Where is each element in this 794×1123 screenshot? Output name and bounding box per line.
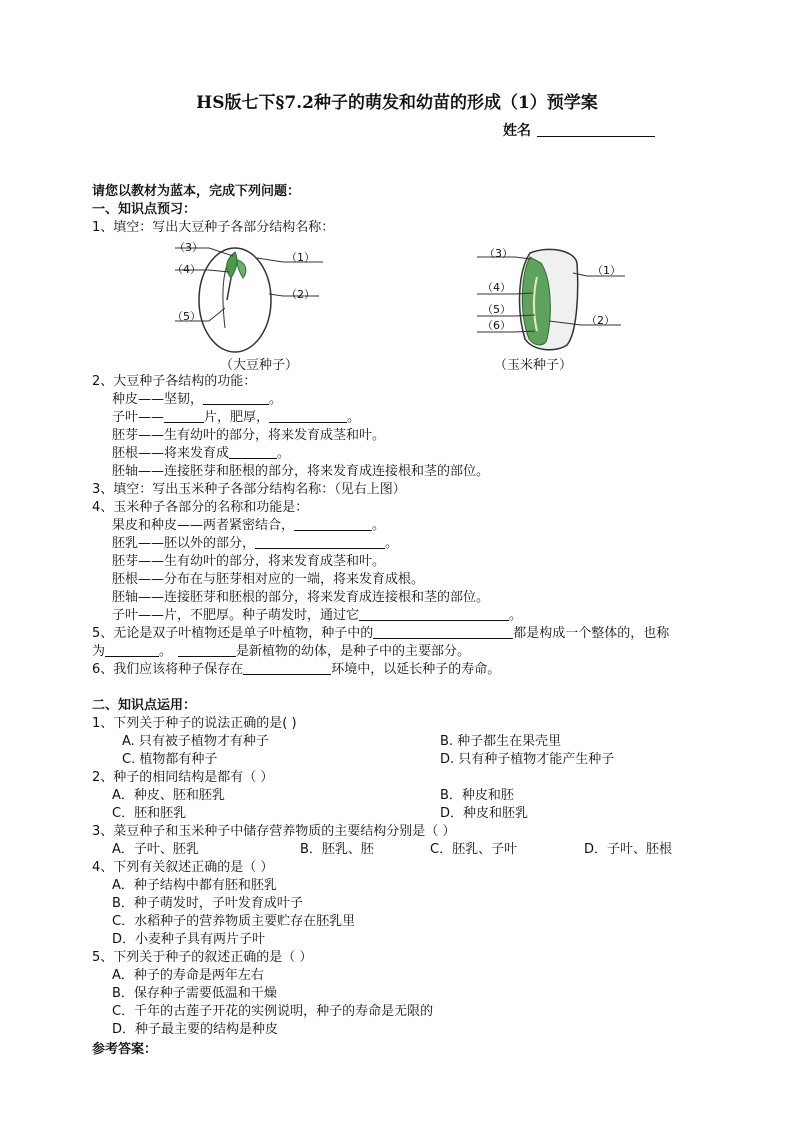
corn-label-2: （2） — [586, 314, 615, 327]
mc2-option-b[interactable]: B．种皮和胚 — [440, 788, 514, 803]
question-1: 1、填空：写出大豆种子各部分结构名称： — [92, 220, 335, 235]
question-2: 2、大豆种子各结构的功能： — [92, 374, 257, 389]
soy-label-3: （3） — [174, 241, 203, 254]
corn-caption: （玉米种子） — [494, 358, 573, 373]
q4-item-cotyledon: 子叶——片，不肥厚。种子萌发时，通过它 。 — [112, 608, 523, 623]
q2-item-hypocotyl: 胚轴——连接胚芽和胚根的部分，将来发育成连接根和茎的部位。 — [112, 464, 490, 479]
mc4-option-d[interactable]: D．小麦种子具有两片子叶 — [112, 932, 266, 947]
mc-question-2: 2、种子的相同结构是都有（ ） — [92, 770, 274, 785]
name-blank[interactable] — [537, 122, 655, 137]
question-6: 6、我们应该将种子保存在 环境中，以延长种子的寿命。 — [92, 662, 501, 677]
corn-label-3: （3） — [484, 247, 513, 260]
mc5-option-b[interactable]: B．保存种子需要低温和干燥 — [112, 986, 277, 1001]
mc5-option-d[interactable]: D．种子最主要的结构是种皮 — [112, 1022, 279, 1037]
mc1-option-a[interactable]: A. 只有被子植物才有种子 — [122, 734, 269, 749]
mc2-option-a[interactable]: A．种皮、胚和胚乳 — [112, 788, 225, 803]
mc2-option-d[interactable]: D．种皮和胚乳 — [440, 806, 529, 821]
mc-question-3: 3、菜豆种子和玉米种子中储存营养物质的主要结构分别是（ ） — [92, 824, 456, 839]
answer-blank[interactable] — [229, 445, 277, 459]
question-5-cont: 为 。 是新植物的幼体，是种子中的主要部分。 — [92, 644, 471, 659]
mc1-option-c[interactable]: C. 植物都有种子 — [122, 752, 218, 767]
answer-blank[interactable] — [255, 535, 385, 549]
answer-blank[interactable] — [269, 409, 347, 423]
corn-label-4: （4） — [482, 281, 511, 294]
q4-item-plumule: 胚芽——生有幼叶的部分，将来发育成茎和叶。 — [112, 554, 386, 569]
question-3: 3、填空：写出玉米种子各部分结构名称：（见右上图） — [92, 482, 406, 497]
mc-question-5: 5、下列关于种子的叙述正确的是（ ） — [92, 950, 313, 965]
answer-blank[interactable] — [178, 643, 236, 657]
mc3-option-c[interactable]: C．胚乳、子叶 — [430, 842, 518, 857]
answer-blank[interactable] — [243, 661, 331, 675]
corn-label-5: （5） — [482, 303, 511, 316]
question-5: 5、无论是双子叶植物还是单子叶植物，种子中的 都是构成一个整体的，也称 — [92, 626, 670, 641]
soy-label-2: （2） — [286, 288, 315, 301]
q4-item-pericarp: 果皮和种皮——两者紧密结合， 。 — [112, 518, 386, 533]
answers-label: 参考答案： — [92, 1042, 158, 1057]
answer-blank[interactable] — [294, 517, 372, 531]
soy-caption: （大豆种子） — [220, 358, 299, 373]
mc3-option-b[interactable]: B．胚乳、胚 — [300, 842, 374, 857]
mc2-option-c[interactable]: C．胚和胚乳 — [112, 806, 187, 821]
mc1-option-b[interactable]: B. 种子都生在果壳里 — [440, 734, 562, 749]
soy-label-5: （5） — [172, 310, 201, 323]
soy-label-4: （4） — [172, 263, 201, 276]
q2-item-seed-coat: 种皮——坚韧， 。 — [112, 392, 283, 407]
soy-label-1: （1） — [286, 251, 315, 264]
mc-question-1: 1、下列关于种子的说法正确的是( ) — [92, 716, 297, 731]
q4-item-hypocotyl: 胚轴——连接胚芽和胚根的部分，将来发育成连接根和茎的部位。 — [112, 590, 490, 605]
q4-item-radicle: 胚根——分布在与胚芽相对应的一端，将来发育成根。 — [112, 572, 425, 587]
answer-blank[interactable] — [164, 409, 204, 423]
q4-item-endosperm: 胚乳——胚以外的部分， 。 — [112, 536, 399, 551]
answer-blank[interactable] — [373, 625, 513, 639]
corn-label-6: （6） — [482, 319, 511, 332]
page-title: HS版七下§7.2种子的萌发和幼苗的形成（1）预学案 — [196, 93, 598, 113]
mc5-option-c[interactable]: C．千年的古莲子开花的实例说明，种子的寿命是无限的 — [112, 1004, 434, 1019]
corn-label-1: （1） — [592, 264, 621, 277]
mc4-option-a[interactable]: A．种子结构中都有胚和胚乳 — [112, 878, 277, 893]
answer-blank[interactable] — [203, 391, 269, 405]
q2-item-cotyledon: 子叶—— 片，肥厚， 。 — [112, 410, 361, 425]
mc4-option-c[interactable]: C．水稻种子的营养物质主要贮存在胚乳里 — [112, 914, 356, 929]
section1-heading: 一、知识点预习： — [92, 202, 197, 217]
answer-blank[interactable] — [105, 643, 159, 657]
mc3-option-d[interactable]: D．子叶、胚根 — [584, 842, 673, 857]
mc5-option-a[interactable]: A．种子的寿命是两年左右 — [112, 968, 264, 983]
section2-heading: 二、知识点运用： — [92, 698, 197, 713]
mc-question-4: 4、下列有关叙述正确的是（ ） — [92, 860, 274, 875]
name-label: 姓名 — [503, 123, 531, 139]
question-4: 4、玉米种子各部分的名称和功能是： — [92, 500, 309, 515]
mc4-option-b[interactable]: B．种子萌发时，子叶发育成叶子 — [112, 896, 303, 911]
answer-blank[interactable] — [359, 607, 509, 621]
q2-item-plumule: 胚芽——生有幼叶的部分，将来发育成茎和叶。 — [112, 428, 386, 443]
mc3-option-a[interactable]: A．子叶、胚乳 — [112, 842, 199, 857]
intro-text: 请您以教材为蓝本，完成下列问题： — [92, 184, 301, 199]
mc1-option-d[interactable]: D. 只有种子植物才能产生种子 — [440, 752, 615, 767]
q2-item-radicle: 胚根——将来发育成 。 — [112, 446, 291, 461]
name-field[interactable] — [503, 120, 655, 140]
